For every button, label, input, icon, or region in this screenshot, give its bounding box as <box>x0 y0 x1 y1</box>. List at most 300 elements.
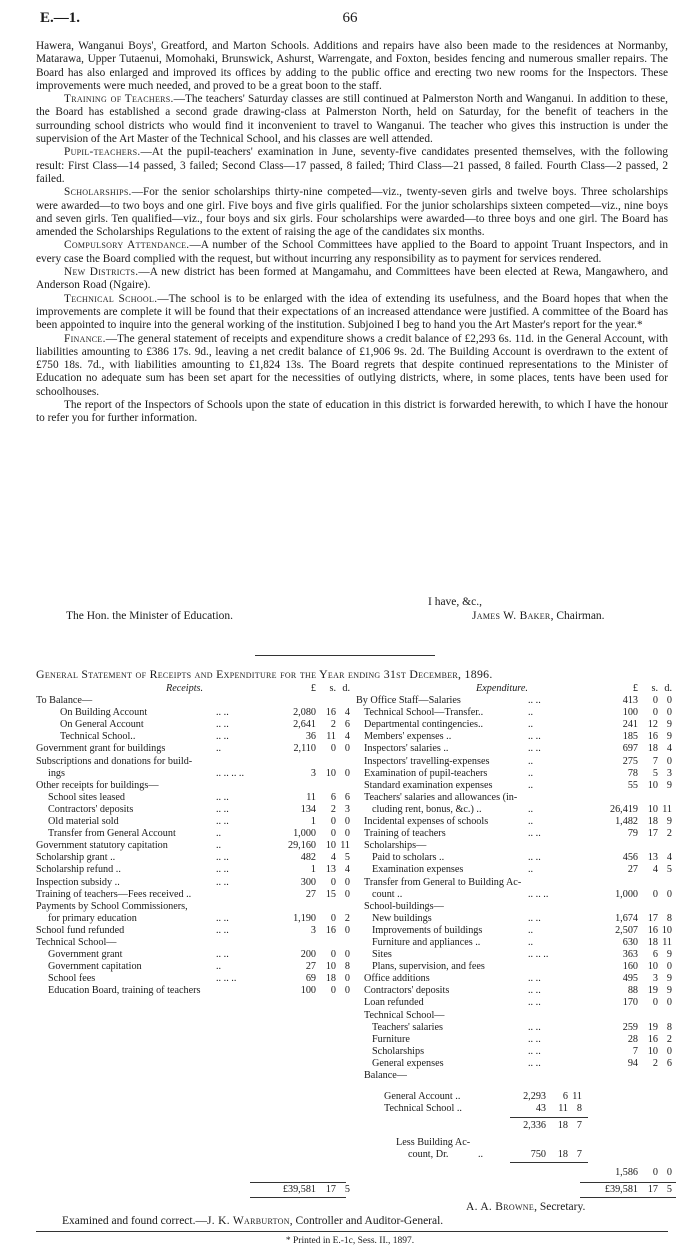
ledger-row <box>36 937 352 949</box>
amount-pence: 2 <box>344 912 350 924</box>
ledger-row <box>356 792 676 804</box>
ledger-row <box>356 877 676 889</box>
leader-dots: .. .. .. <box>216 973 237 985</box>
amount-pence: 0 <box>666 707 672 719</box>
amount-shillings: 12 <box>647 719 658 731</box>
expenditure-heading: Expenditure. <box>476 683 528 694</box>
amount-shillings: 3 <box>652 973 658 985</box>
pence-head: d. <box>664 683 672 694</box>
leader-dots: .. .. <box>528 1033 541 1045</box>
amount-pence: 0 <box>344 888 350 900</box>
signature-line <box>472 610 605 622</box>
amount-pounds: 36 <box>305 731 316 743</box>
amount-pence: 9 <box>666 816 672 828</box>
amount-pounds: 241 <box>622 719 638 731</box>
ledger-label: Payments by School Commissioners, <box>36 900 188 912</box>
amount-pounds: 26,419 <box>609 803 638 815</box>
paragraph-text: —The school is to be enlarged with the idea of extending its usefulness, and the Board hopes that when the improvements are complete it will be found that their expectations of an increased attendance were justified. A committee of the Board has been appointed to inquire into the general working of the institution. Subjoined I beg to hand you the Art Master's report for the year.* <box>36 292 668 332</box>
amount-pence: 11 <box>340 840 350 852</box>
receipts-total-pounds: £39,581 <box>282 1184 316 1195</box>
ledger-label: Paid to scholars .. <box>372 852 445 864</box>
amount-pounds: 29,160 <box>287 840 316 852</box>
amount-pence: 9 <box>666 985 672 997</box>
leader-dots: .. <box>528 707 534 719</box>
ledger-row <box>356 1022 676 1034</box>
receipts-heading-row <box>36 683 352 695</box>
ledger-label: School-buildings— <box>364 900 444 912</box>
leader-dots: .. <box>528 864 534 876</box>
expenditure-rows <box>356 695 676 1082</box>
ledger-row <box>36 731 352 743</box>
ledger-row <box>36 961 352 973</box>
amount-shillings: 10 <box>325 767 336 779</box>
amount-pence: 0 <box>344 876 350 888</box>
expenditure-heading-row <box>356 683 676 695</box>
amount-pence: 0 <box>344 985 350 997</box>
amount-shillings: 0 <box>330 828 336 840</box>
amount-shillings: 13 <box>647 852 658 864</box>
balance-line: Technical School .. 43 11 8 <box>384 1103 582 1115</box>
amount-shillings: 18 <box>647 743 658 755</box>
paragraph <box>36 239 668 266</box>
amount-pence: 0 <box>344 828 350 840</box>
amount-pounds: 300 <box>300 876 316 888</box>
amount-shillings: 0 <box>330 876 336 888</box>
leader-dots: .. .. <box>528 852 541 864</box>
leader-dots: .. .. <box>216 912 229 924</box>
leader-dots: .. .. <box>528 997 541 1009</box>
amount-pence: 8 <box>666 1021 672 1033</box>
ledger-label: Contractors' deposits <box>364 985 450 997</box>
ledger-label: Government statutory capitation <box>36 840 168 852</box>
ledger-label: Scholarship grant .. <box>36 852 116 864</box>
shilling-head: s. <box>651 683 658 694</box>
paragraph-text: —A new district has been formed at Mangamahu, and Committees have been elected at Rewa, Mangawhero, and Anderson Road (Ngaire). <box>36 266 668 292</box>
paragraph <box>36 93 668 146</box>
ledger-row <box>36 925 352 937</box>
amount-pence: 0 <box>666 695 672 707</box>
balance-subtotal: 2,336 18 7 <box>356 1120 676 1132</box>
amount-pence: 11 <box>662 936 672 948</box>
amount-shillings: 10 <box>647 803 658 815</box>
paragraph-heading: Training of Teachers. <box>64 93 174 106</box>
amount-shillings: 0 <box>330 949 336 961</box>
ledger-label: Sites <box>372 949 392 961</box>
ledger-label: Subscriptions and donations for build- <box>36 755 193 767</box>
amount-pounds: 1,000 <box>293 828 316 840</box>
receipts-column <box>36 683 352 997</box>
pound-head: £ <box>632 683 638 694</box>
amount-pence: 0 <box>344 743 350 755</box>
ledger-label: Members' expenses .. <box>364 731 452 743</box>
leader-dots: .. .. <box>216 852 229 864</box>
amount-pounds: 7 <box>632 1045 638 1057</box>
amount-pounds: 27 <box>305 888 316 900</box>
amount-pounds: 1,190 <box>293 912 316 924</box>
amount-shillings: 2 <box>652 1057 658 1069</box>
amount-shillings: 16 <box>647 1033 658 1045</box>
amount-pence: 4 <box>666 852 672 864</box>
ledger-label: Education Board, training of teachers <box>48 985 201 997</box>
ledger-row <box>356 1010 676 1022</box>
ledger-label: Teachers' salaries <box>372 1021 443 1033</box>
leader-dots: .. <box>528 816 534 828</box>
leader-dots: .. .. <box>216 924 229 936</box>
amount-pounds: 363 <box>622 949 638 961</box>
amount-pounds: 100 <box>300 985 316 997</box>
amount-pounds: 2,080 <box>293 707 316 719</box>
amount-pence: 11 <box>662 803 672 815</box>
amount-pounds: 69 <box>305 973 316 985</box>
audit-text: Examined and found correct.— <box>62 1215 207 1227</box>
amount-pounds: 259 <box>622 1021 638 1033</box>
amount-pence: 9 <box>666 779 672 791</box>
amount-pence: 0 <box>344 924 350 936</box>
ledger-label: Training of teachers <box>364 828 446 840</box>
ledger-row <box>36 852 352 864</box>
ledger-label: Plans, supervision, and fees <box>372 961 485 973</box>
leader-dots: .. .. <box>216 719 229 731</box>
ledger-row <box>356 804 676 816</box>
ledger-label: Office additions <box>364 973 430 985</box>
amount-shillings: 17 <box>647 828 658 840</box>
leader-dots: .. <box>216 743 222 755</box>
ledger-row <box>36 695 352 707</box>
amount-pounds: 78 <box>627 767 638 779</box>
ledger-label: General expenses <box>372 1057 444 1069</box>
amount-pounds: 3 <box>310 767 316 779</box>
amount-shillings: 0 <box>652 695 658 707</box>
ledger-label: for primary education <box>48 912 137 924</box>
expenditure-column <box>356 683 676 1082</box>
ledger-row <box>356 973 676 985</box>
ledger-row <box>356 985 676 997</box>
section-divider <box>255 655 435 656</box>
amount-pence: 4 <box>344 707 350 719</box>
paragraph <box>36 293 668 333</box>
paragraph <box>36 333 668 399</box>
paragraph-text: —For the senior scholarships thirty-nine competed—viz., twenty-seven girls and twelve boys. Three scholarships were awarded—to two boys and one girl. Five boys and five girls qualified. For the junior scholarships sixteen competed—viz., nine boys and seven girls. Ten qualified—viz., four boys and six girls. Four scholarships were awarded—to three boys and one girl. The Board has amended the Scholarships Regulations to the extent of raising the age of the candidates six months. <box>36 186 668 239</box>
leader-dots: .. <box>528 767 534 779</box>
ledger-label: Balance— <box>364 1070 407 1081</box>
amount-pounds: 200 <box>300 949 316 961</box>
ledger-row <box>356 913 676 925</box>
amount-pence: 0 <box>666 997 672 1009</box>
paragraph-heading: Finance. <box>64 332 106 345</box>
paragraph <box>36 40 668 93</box>
ledger-row <box>36 719 352 731</box>
paragraph-text: —At the pupil-teachers' examination in June, seventy-five candidates presented themselves, with the following result: First Class—14 passed, 3 failed; Second Class—17 passed, 8 failed; Third Class—21 passed, 8 failed. Fourth Class—2 passed, 2 failed. <box>36 146 668 185</box>
ledger-row <box>36 768 352 780</box>
paragraph-heading: Technical School. <box>64 292 158 305</box>
amount-pence: 2 <box>666 1033 672 1045</box>
statement-title: General Statement of Receipts and Expenditure for the Year ending 31st December, 1896. <box>36 667 493 681</box>
ledger-row <box>356 961 676 973</box>
ledger-label: On Building Account <box>60 707 148 719</box>
leader-dots: .. <box>528 803 534 815</box>
ledger-label: cluding rent, bonus, &c.) .. <box>372 803 482 815</box>
ledger-row <box>356 949 676 961</box>
amount-shillings: 0 <box>652 707 658 719</box>
ledger-label: Standard examination expenses <box>364 779 493 791</box>
secretary-role: , Secretary. <box>534 1201 586 1213</box>
amount-shillings: 2 <box>330 719 336 731</box>
ledger-label: Incidental expenses of schools <box>364 816 489 828</box>
ledger-label: Technical School.. <box>60 731 136 743</box>
amount-pence: 6 <box>344 719 350 731</box>
amount-pounds: 1,482 <box>615 816 638 828</box>
ledger-label: School sites leased <box>48 791 125 803</box>
amount-pence: 6 <box>666 1057 672 1069</box>
amount-pounds: 27 <box>627 864 638 876</box>
amount-pounds: 1 <box>310 864 316 876</box>
amount-shillings: 13 <box>325 864 336 876</box>
ledger-label: Furniture and appliances .. <box>372 936 481 948</box>
amount-pence: 5 <box>666 864 672 876</box>
ledger-label: Scholarships— <box>364 840 427 852</box>
amount-pence: 0 <box>344 767 350 779</box>
amount-pence: 10 <box>661 924 672 936</box>
amount-pence: 9 <box>666 719 672 731</box>
ledger-row <box>356 816 676 828</box>
ledger-label: Teachers' salaries and allowances (in- <box>364 791 518 803</box>
amount-pounds: 79 <box>627 828 638 840</box>
amount-pounds: 160 <box>622 961 638 973</box>
amount-pounds: 55 <box>627 779 638 791</box>
amount-pence: 9 <box>666 949 672 961</box>
ledger-row <box>356 925 676 937</box>
ledger-row <box>36 780 352 792</box>
paragraph-text: —A number of the School Committees have applied to the Board to appoint Truant Inspectors, and in every case the Board complied with the request, but without incurring any responsibility as to payment for services rendered. <box>36 239 668 265</box>
ledger-row <box>356 937 676 949</box>
document-code: E.—1. <box>40 10 81 26</box>
amount-pounds: 697 <box>622 743 638 755</box>
leader-dots: .. .. <box>528 743 541 755</box>
ledger-row <box>356 1070 676 1082</box>
ledger-row <box>36 792 352 804</box>
page-number: 66 <box>342 10 358 26</box>
amount-shillings: 4 <box>330 852 336 864</box>
ledger-label: Inspectors' travelling-expenses <box>364 755 490 767</box>
amount-pence: 3 <box>344 803 350 815</box>
less-rule <box>510 1162 588 1163</box>
leader-dots: .. .. <box>528 973 541 985</box>
ledger-row <box>36 889 352 901</box>
receipts-total-rule-top <box>250 1182 346 1183</box>
amount-pounds: 88 <box>627 985 638 997</box>
page-header <box>40 10 660 30</box>
ledger-row <box>36 743 352 755</box>
ledger-row <box>36 756 352 768</box>
amount-shillings: 2 <box>330 803 336 815</box>
ledger-label: Contractors' deposits <box>48 803 134 815</box>
ledger-row <box>356 756 676 768</box>
ledger-label: Examination of pupil-teachers <box>364 767 488 779</box>
amount-pence: 9 <box>666 973 672 985</box>
expenditure-total: £39,581 17 5 <box>356 1184 676 1196</box>
paragraph-heading: Pupil-teachers. <box>64 146 141 159</box>
amount-pence: 4 <box>344 731 350 743</box>
leader-dots: .. <box>216 828 222 840</box>
ledger-label: Inspectors' salaries .. <box>364 743 449 755</box>
amount-pounds: 456 <box>622 852 638 864</box>
receipts-rows <box>36 695 352 997</box>
ledger-label: Scholarship refund .. <box>36 864 121 876</box>
ledger-row <box>36 840 352 852</box>
ledger-label: Old material sold <box>48 816 119 828</box>
paragraph <box>36 266 668 293</box>
ledger-label: Other receipts for buildings— <box>36 779 159 791</box>
ledger-row <box>356 1058 676 1070</box>
paragraph-text: Hawera, Wanganui Boys', Greatford, and Marton Schools. Additions and repairs have also been made to the residences at Normanby, Matarawa, Upper Tutaenui, Momohaki, Brunswick, Ashurst, Warrengate, and Foxton, besides fencing and numerous smaller repairs. The Board has also enlarged and improved its offices by adding to the public office and erecting two new rooms for the Inspectors. These improvements were much needed, and proved to be a great boon to the staff. <box>36 40 668 92</box>
amount-shillings: 18 <box>647 936 658 948</box>
amount-shillings: 10 <box>647 779 658 791</box>
footnote-rule <box>36 1231 668 1232</box>
leader-dots: .. <box>216 840 222 852</box>
ledger-row <box>356 828 676 840</box>
amount-shillings: 0 <box>330 743 336 755</box>
ledger-label: Government grant for buildings <box>36 743 166 755</box>
amount-shillings: 7 <box>652 755 658 767</box>
paragraph <box>36 146 668 186</box>
amount-pence: 4 <box>666 743 672 755</box>
ledger-label: Departmental contingencies.. <box>364 719 484 731</box>
amount-shillings: 16 <box>325 924 336 936</box>
ledger-label: Improvements of buildings <box>372 924 483 936</box>
amount-shillings: 10 <box>647 961 658 973</box>
paragraph-heading: Scholarships. <box>64 186 132 199</box>
leader-dots: .. <box>216 961 222 973</box>
amount-pence: 9 <box>666 731 672 743</box>
leader-dots: .. .. .. <box>528 888 549 900</box>
paragraph-text: The report of the Inspectors of Schools upon the state of education in this district is forwarded herewith, to which I have the honour to refer you for further information. <box>36 399 668 425</box>
amount-pounds: 28 <box>627 1033 638 1045</box>
paragraph-heading: Compulsory Attendance. <box>64 239 190 252</box>
amount-pence: 0 <box>344 949 350 961</box>
amount-pounds: 134 <box>300 803 316 815</box>
amount-pence: 8 <box>666 912 672 924</box>
ledger-row <box>356 1034 676 1046</box>
amount-shillings: 10 <box>647 1045 658 1057</box>
expenditure-total-rule-top <box>580 1182 676 1183</box>
ledger-row <box>36 804 352 816</box>
auditor-name: J. K. Warburton <box>206 1215 290 1227</box>
amount-pounds: 495 <box>622 973 638 985</box>
amount-pence: 0 <box>666 1045 672 1057</box>
ledger-label: Government grant <box>48 949 123 961</box>
ledger-row <box>36 949 352 961</box>
leader-dots: .. .. .. <box>528 949 549 961</box>
amount-pence: 5 <box>344 852 350 864</box>
ledger-label: Government capitation <box>48 961 142 973</box>
ledger-label: Inspection subsidy .. <box>36 876 120 888</box>
subtotal-rule <box>510 1117 588 1118</box>
ledger-label: Scholarships <box>372 1045 425 1057</box>
amount-pence: 2 <box>666 828 672 840</box>
leader-dots: .. .. .. .. <box>216 767 245 779</box>
ledger-row <box>356 695 676 707</box>
amount-pounds: 413 <box>622 695 638 707</box>
ledger-row <box>36 816 352 828</box>
leader-dots: .. .. <box>528 985 541 997</box>
amount-pence: 0 <box>344 816 350 828</box>
ledger-row <box>356 743 676 755</box>
balance-net: 1,586 0 0 <box>356 1167 676 1179</box>
ledger-label: Transfer from General to Building Ac- <box>364 876 522 888</box>
amount-shillings: 16 <box>647 731 658 743</box>
leader-dots: .. .. <box>216 816 229 828</box>
amount-pounds: 11 <box>306 791 316 803</box>
addressee: The Hon. the Minister of Education. <box>66 610 234 622</box>
leader-dots: .. .. <box>216 803 229 815</box>
amount-pounds: 630 <box>622 936 638 948</box>
paragraph-text: —The teachers' Saturday classes are still continued at Palmerston North and Wanganui. In addition to these, the Board has established a second grade drawing-class at Palmerston North, held on Saturday, for the benefit of teachers in the surrounding school districts who would find it inconvenient to travel to Wanganui. The teacher who gives this instruction is under the supervision of the Art Master of the Technical School, and his classes are well attended. <box>36 93 668 146</box>
balance-line: General Account .. 2,293 6 11 <box>384 1091 582 1102</box>
ledger-row <box>356 719 676 731</box>
signatory-name: James W. Baker <box>472 610 551 622</box>
amount-pounds: 94 <box>627 1057 638 1069</box>
leader-dots: .. .. <box>528 912 541 924</box>
amount-pounds: 100 <box>622 707 638 719</box>
amount-pence: 0 <box>666 888 672 900</box>
closing-line: I have, &c., <box>428 596 482 608</box>
leader-dots: .. .. <box>528 1057 541 1069</box>
leader-dots: .. .. <box>528 1021 541 1033</box>
ledger-row <box>36 877 352 889</box>
amount-shillings: 0 <box>330 912 336 924</box>
amount-shillings: 0 <box>330 985 336 997</box>
amount-pounds: 27 <box>305 961 316 973</box>
leader-dots: .. .. <box>216 949 229 961</box>
subtotal-pounds: 2,336 <box>523 1120 546 1131</box>
ledger-row <box>356 840 676 852</box>
ledger-label: To Balance— <box>36 695 93 707</box>
ledger-label: Technical School—Transfer.. <box>364 707 484 719</box>
expenditure-total-rule-bottom <box>580 1197 676 1198</box>
amount-pence: 0 <box>344 973 350 985</box>
expenditure-total-pounds: £39,581 <box>604 1184 638 1195</box>
leader-dots: .. .. <box>216 791 229 803</box>
net-pounds: 1,586 <box>615 1167 638 1178</box>
ledger-label: Transfer from General Account <box>48 828 176 840</box>
ledger-row <box>356 707 676 719</box>
secretary-name: A. A. Browne <box>466 1201 535 1213</box>
leader-dots: .. .. <box>216 731 229 743</box>
leader-dots: .. <box>528 936 534 948</box>
amount-shillings: 0 <box>652 997 658 1009</box>
paragraph <box>36 186 668 239</box>
ledger-label: School fund refunded <box>36 924 125 936</box>
ledger-label: School fees <box>48 973 96 985</box>
amount-pence: 0 <box>666 755 672 767</box>
footnote: * Printed in E.-1c, Sess. II., 1897. <box>285 1236 415 1246</box>
amount-pounds: 1,674 <box>615 912 638 924</box>
amount-shillings: 15 <box>325 888 336 900</box>
report-body <box>36 40 668 426</box>
amount-pounds: 1 <box>310 816 316 828</box>
ledger-row <box>356 731 676 743</box>
ledger-label: By Office Staff—Salaries <box>356 695 461 707</box>
ledger-label: ings <box>48 767 65 779</box>
receipts-heading: Receipts. <box>166 683 204 694</box>
ledger-label: Loan refunded <box>364 997 424 1009</box>
amount-shillings: 19 <box>647 985 658 997</box>
shilling-head: s. <box>329 683 336 694</box>
amount-shillings: 6 <box>330 791 336 803</box>
pence-head: d. <box>342 683 350 694</box>
amount-pence: 3 <box>666 767 672 779</box>
amount-shillings: 5 <box>652 767 658 779</box>
